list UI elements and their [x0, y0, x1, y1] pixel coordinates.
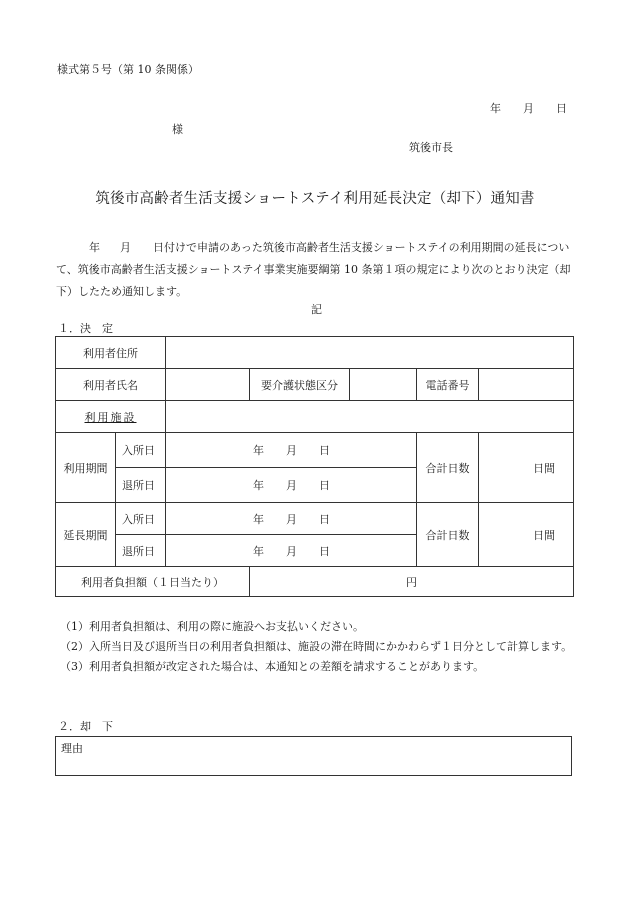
days-unit: 日間: [533, 461, 556, 475]
extension-total-days-label: 合計日数: [417, 503, 479, 567]
date-month: 月: [286, 512, 297, 526]
notice-body: [56, 237, 576, 303]
date-year: 年: [253, 479, 264, 492]
facility-field[interactable]: [166, 401, 574, 433]
usage-discharge-date[interactable]: [166, 468, 417, 503]
document-title: 筑後市高齢者生活支援ショートステイ利用延長決定（却下）通知書: [95, 191, 535, 207]
reason-box[interactable]: [55, 736, 572, 776]
reason-label: 理由: [61, 742, 83, 755]
phone-label: 電話番号: [417, 369, 479, 401]
addressee-suffix: 様: [172, 123, 183, 136]
usage-discharge-label: 退所日: [116, 468, 166, 503]
extension-total-days-field[interactable]: [479, 503, 574, 567]
note-item: （2）入所当日及び退所当日の利用者負担額は、施設の滞在時間にかかわらず１日分として計算します。: [60, 640, 573, 653]
date-year: 年: [253, 444, 264, 457]
charge-field[interactable]: [250, 567, 574, 597]
section-rejection-heading: ２．却 下: [58, 720, 113, 733]
body-month: 月: [120, 241, 131, 254]
date-day: 日: [319, 512, 330, 526]
user-address-label: 利用者住所: [56, 337, 166, 369]
usage-admission-date[interactable]: [166, 433, 417, 468]
date-day: 日: [319, 479, 330, 492]
usage-admission-label: 入所日: [116, 433, 166, 468]
date-year: 年: [490, 102, 501, 115]
date-day: 日: [319, 444, 330, 457]
extension-period-label: 延長期間: [56, 503, 116, 567]
usage-total-days-field[interactable]: [479, 433, 574, 503]
date-day: 日: [319, 544, 330, 558]
decision-table: [55, 336, 574, 597]
date-month: 月: [286, 479, 297, 492]
user-name-label: 利用者氏名: [56, 369, 166, 401]
extension-discharge-label: 退所日: [116, 535, 166, 567]
section-decision-heading: １．決 定: [58, 322, 113, 335]
body-year: 年: [89, 241, 100, 254]
date-year: 年: [253, 512, 264, 526]
phone-field[interactable]: [479, 369, 574, 401]
usage-total-days-label: 合計日数: [417, 433, 479, 503]
note-item: （3）利用者負担額が改定された場合は、本通知との差額を請求することがあります。: [60, 660, 485, 673]
user-address-field[interactable]: [166, 337, 574, 369]
care-level-field[interactable]: [350, 369, 417, 401]
notes: [60, 617, 580, 677]
charge-label: 利用者負担額（１日当たり）: [56, 567, 250, 597]
note-item: （1）利用者負担額は、利用の際に施設へお支払いください。: [60, 620, 364, 633]
date-month: 月: [286, 544, 297, 558]
date-year: 年: [253, 544, 264, 558]
ki-heading: 記: [311, 303, 322, 316]
usage-period-label: 利用期間: [56, 433, 116, 503]
date-month: 月: [523, 102, 534, 115]
date-day: 日: [556, 102, 567, 115]
yen-unit: 円: [406, 575, 418, 589]
date-month: 月: [286, 444, 297, 457]
care-level-label: 要介護状態区分: [250, 369, 350, 401]
form-number: 様式第５号（第 10 条関係）: [57, 63, 199, 76]
days-unit: 日間: [533, 528, 556, 542]
extension-admission-label: 入所日: [116, 503, 166, 535]
facility-label: 利用施設: [84, 410, 137, 424]
body-text: 日付けで申請のあった筑後市高齢者生活支援ショートステイの利用期間の延長について、筑後市高齢者生活支援ショートステイ事業実施要綱第 10 条第１項の規定により次のとおり決定（却下）したため通知します。: [56, 241, 571, 298]
facility-label-cell: [56, 401, 166, 433]
notice-date: [490, 100, 567, 116]
extension-discharge-date[interactable]: [166, 535, 417, 567]
issuer: 筑後市長: [409, 141, 453, 154]
user-name-field[interactable]: [166, 369, 250, 401]
extension-admission-date[interactable]: [166, 503, 417, 535]
